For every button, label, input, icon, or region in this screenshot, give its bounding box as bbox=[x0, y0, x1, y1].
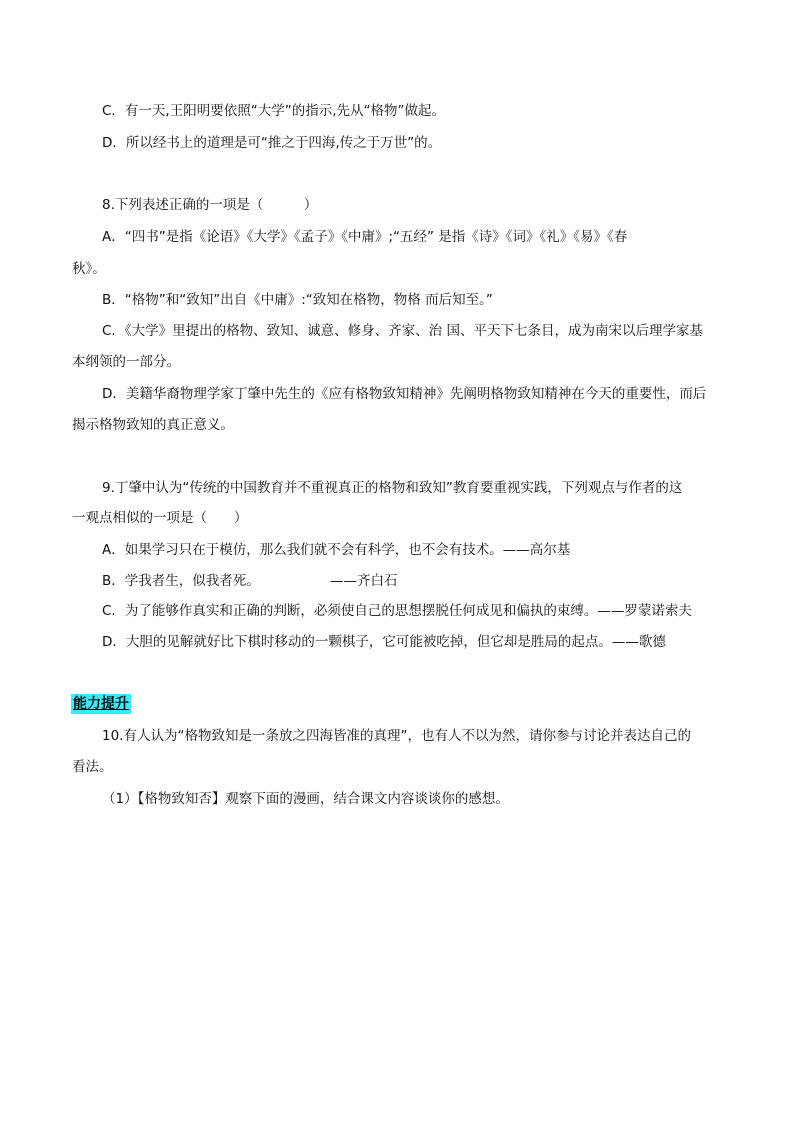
q10-sub-question-1: （1）【格物致知否】观察下面的漫画，结合课文内容谈谈你的感想。 bbox=[102, 791, 509, 807]
q8-option-a-line2: 秋》。 bbox=[72, 261, 106, 277]
section-heading-ability: 能力提升 bbox=[73, 696, 129, 712]
q9-option-c: C．为了能够作真实和正确的判断，必须使自己的思想摆脱任何成见和偏执的束缚。——罗蒙诺索夫 bbox=[102, 603, 692, 619]
q9-stem-line2: 一观点相似的一项是（ ） bbox=[72, 510, 248, 526]
q9-stem-line1: 9.丁肇中认为“传统的中国教育并不重视真正的格物和致知”教育要重视实践，下列观点与作者的这 bbox=[102, 480, 683, 496]
q9-option-b-author: ——齐白石 bbox=[330, 573, 398, 589]
q7-option-d: D．所以经书上的道理是可“推之于四海,传之于万世”的。 bbox=[102, 135, 442, 151]
q7-option-c: C．有一天,王阳明要依照“大学”的指示,先从“格物”做起。 bbox=[102, 103, 445, 119]
q10-stem-line1: 10.有人认为“格物致知是一条放之四海皆准的真理”，也有人不以为然，请你参与讨论并表达自己的 bbox=[102, 728, 691, 744]
q8-stem: 8.下列表述正确的一项是（ ） bbox=[102, 197, 318, 213]
q9-option-b-text: B．学我者生，似我者死。 bbox=[102, 573, 260, 589]
q8-option-c-line1: C．《大学》里提出的格物、致知、诚意、修身、齐家、治 国、平天下七条目，成为南宋以后理学家基 bbox=[102, 323, 703, 339]
q8-option-c-line2: 本纲领的一部分。 bbox=[72, 354, 180, 370]
q8-option-b: B．“格物”和“致知”出自《中庸》:“致知在格物，物格 而后知至。” bbox=[102, 292, 493, 308]
q9-option-a: A．如果学习只在于模仿，那么我们就不会有科学，也不会有技术。——高尔基 bbox=[102, 542, 571, 558]
q8-option-d-line2: 揭示格物致知的真正意义。 bbox=[72, 417, 234, 433]
q8-option-d-line1: D．美籍华裔物理学家丁肇中先生的《应有格物致知精神》先阐明格物致知精神在今天的重要性，而后 bbox=[102, 386, 707, 402]
q8-option-a-line1: A．“四书”是指《论语》《大学》《孟子》《中庸》;“五经” 是指《诗》《词》《礼》《易》《春 bbox=[102, 229, 628, 245]
q10-stem-line2: 看法。 bbox=[72, 759, 113, 775]
q9-option-d: D．大胆的见解就好比下棋时移动的一颗棋子，它可能被吃掉，但它却是胜局的起点。——歌德 bbox=[102, 634, 666, 650]
